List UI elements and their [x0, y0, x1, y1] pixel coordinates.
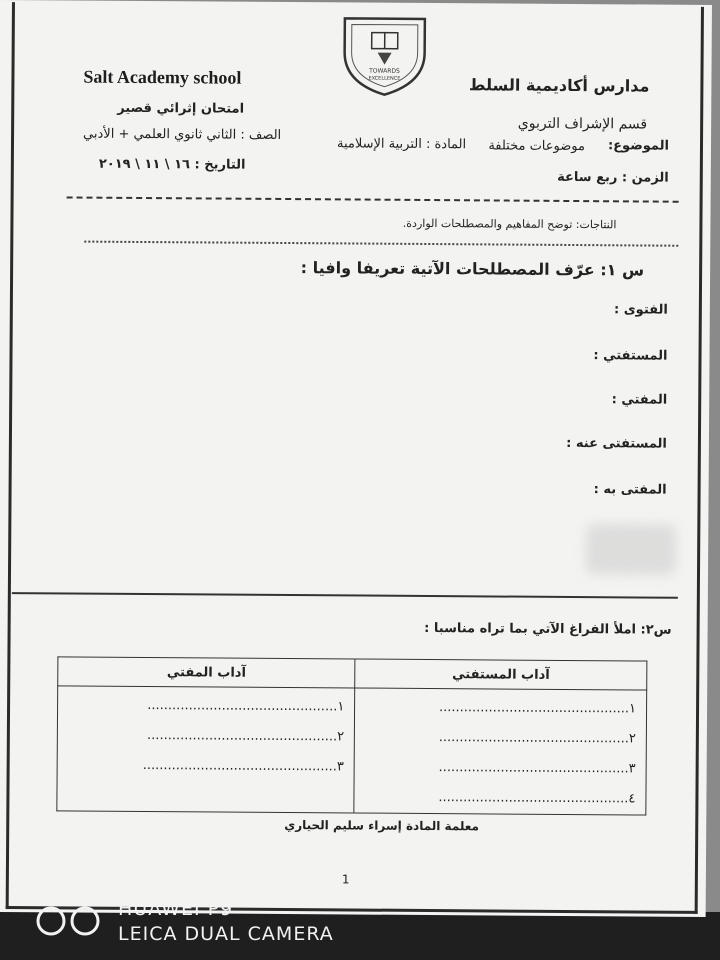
mustafti-item-1[interactable]: ١..............................................	[438, 700, 637, 717]
page-number: 1	[341, 872, 350, 887]
blurred-area	[586, 524, 676, 575]
question-1-title: س ١: عرّف المصطلحات الآتية تعريفا وافيا :	[300, 258, 645, 280]
mufti-item-3[interactable]: ٣...............................................	[142, 758, 344, 775]
term-mustafti: المستفتي :	[593, 348, 668, 364]
crest-motto-top: TOWARDS	[369, 67, 400, 75]
teacher-name: معلمة المادة إسراء سليم الحياري	[284, 818, 480, 834]
term-mustafta-anhu: المستفتى عنه :	[566, 435, 667, 452]
mufti-item-1[interactable]: ١..............................................	[147, 698, 345, 715]
grade-label: الصف : الثاني ثانوي العلمي + الأدبي	[83, 126, 282, 143]
crest-motto-bottom: EXCELLENCE	[368, 75, 401, 82]
term-mufta-bihi: المفتى به :	[593, 482, 667, 498]
term-mufti: المفتي :	[611, 392, 668, 408]
subject-value: موضوعات مختلفة	[488, 138, 586, 155]
exam-date: التاريخ : ١٦ \ ١١ \ ٢٠١٩	[98, 156, 246, 173]
school-crest-icon	[339, 12, 430, 97]
header-mufti-etiquette: آداب المفتي	[58, 657, 355, 688]
watermark-camera: LEICA DUAL CAMERA	[118, 923, 334, 945]
course-label: المادة : التربية الإسلامية	[336, 136, 467, 153]
mustafti-etiquette-cell	[354, 688, 647, 815]
mufti-etiquette-cell	[57, 686, 355, 813]
camera-rings-icon	[34, 904, 104, 938]
time-label: الزمن : ربع ساعة	[557, 169, 669, 186]
mustafti-item-2[interactable]: ٢..............................................	[438, 730, 636, 747]
term-fatwa: الفتوى :	[614, 302, 668, 318]
mufti-item-2[interactable]: ٢..............................................	[147, 728, 345, 745]
exam-title: امتحان إثرائي قصير	[117, 100, 245, 117]
subject-label: الموضوع:	[607, 138, 670, 154]
outcomes-text: النتاجات: توضح المفاهيم والمصطلحات الواردة.	[402, 216, 617, 232]
photo-background	[0, 912, 720, 960]
school-name-arabic: مدارس أكاديمية السلط	[468, 75, 650, 96]
mustafti-item-4[interactable]: ٤..............................................	[438, 790, 636, 807]
department-label: قسم الإشراف التربوي	[517, 115, 648, 133]
adab-table	[56, 656, 647, 815]
school-name-english: Salt Academy school	[83, 66, 242, 88]
header-mustafti-etiquette: آداب المستفتي	[355, 659, 647, 690]
mustafti-item-3[interactable]: ٣..............................................	[438, 760, 636, 777]
watermark-brand: HUAWEI P9	[118, 898, 234, 920]
question-2-title: س٢: املأ الفراغ الآتي بما تراه مناسبا :	[424, 620, 672, 638]
